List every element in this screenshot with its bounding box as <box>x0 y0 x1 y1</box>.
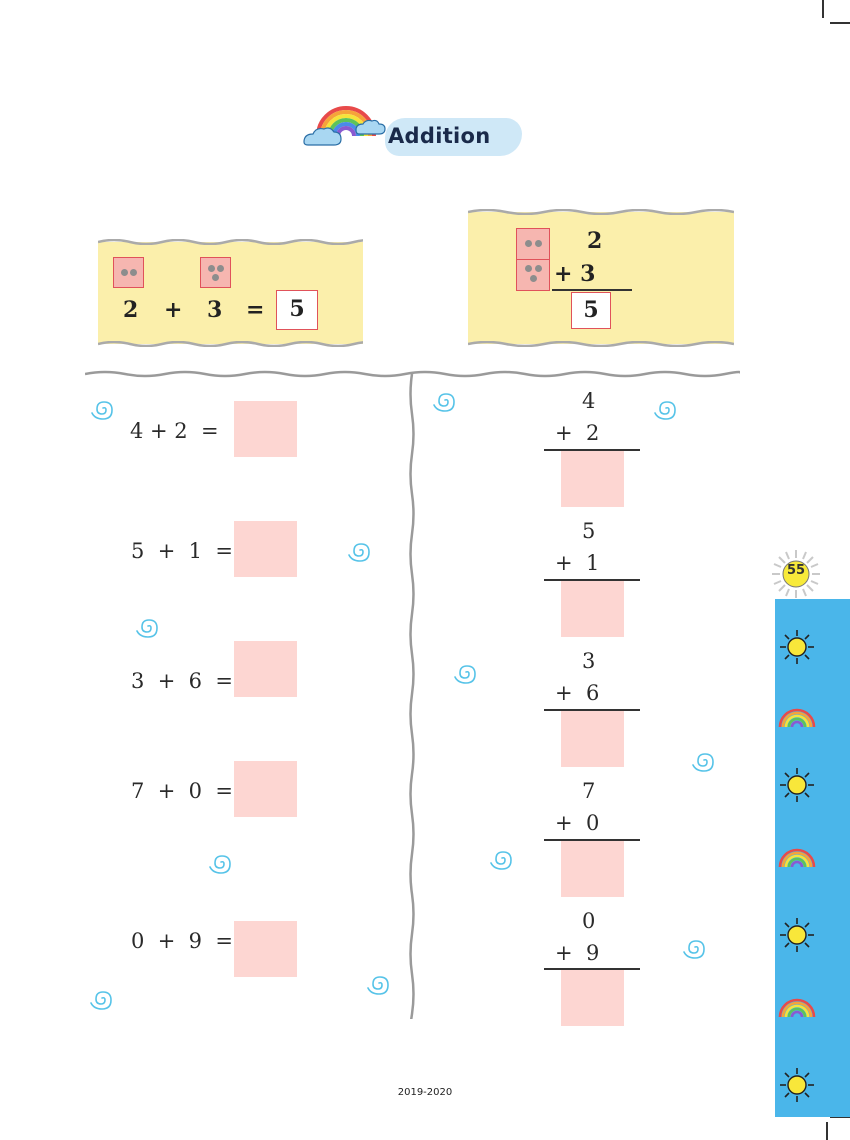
example-answer-box: 5 <box>276 290 318 330</box>
answer-box[interactable] <box>561 970 624 1026</box>
swirl-icon <box>206 847 236 877</box>
answer-box[interactable] <box>234 401 297 457</box>
wavy-border <box>98 341 363 347</box>
equation-text: 4 + 2 = <box>130 419 219 443</box>
sun-icon <box>777 627 817 671</box>
swirl-icon <box>651 393 681 423</box>
three-dots-card <box>200 257 231 288</box>
rainbow-icon <box>777 843 817 873</box>
footer-year: 2019-2020 <box>397 1087 453 1098</box>
answer-box[interactable] <box>561 841 624 897</box>
answer-box[interactable] <box>234 761 297 817</box>
answer-box[interactable] <box>234 641 297 697</box>
sun-icon <box>777 1065 817 1109</box>
crop-mark <box>822 0 824 18</box>
rainbow-icon <box>777 703 817 733</box>
example-addend-a: 2 <box>123 297 139 323</box>
equation-text: 7 + 0 = <box>131 779 233 803</box>
rainbow-cloud-icon <box>300 96 395 156</box>
swirl-icon <box>133 611 163 641</box>
vertical-bottom-number: + 9 <box>555 941 600 965</box>
vertical-top-number: 7 <box>582 779 596 803</box>
example-sum-line <box>552 289 632 291</box>
sun-icon <box>777 765 817 809</box>
vertical-bottom-number: + 0 <box>555 811 600 835</box>
vertical-bottom-number: + 6 <box>555 681 600 705</box>
vertical-bottom-number: + 1 <box>555 551 600 575</box>
example-vertical-top: 2 <box>587 228 603 254</box>
example-vertical-bottom: + 3 <box>554 261 596 287</box>
answer-box[interactable] <box>234 921 297 977</box>
two-dots-card <box>113 257 144 288</box>
swirl-icon <box>430 385 460 415</box>
answer-box[interactable] <box>561 711 624 767</box>
vertical-divider <box>408 374 416 1019</box>
three-dots-card <box>516 259 550 291</box>
swirl-icon <box>88 393 118 423</box>
swirl-icon <box>345 535 375 565</box>
example-vertical-box <box>468 212 734 344</box>
rainbow-icon <box>777 993 817 1023</box>
example-horizontal-box <box>98 242 363 344</box>
sun-icon <box>777 915 817 959</box>
example-equals-sign: = <box>246 297 265 323</box>
answer-box[interactable] <box>234 521 297 577</box>
example-plus-sign: + <box>164 297 183 323</box>
page-number: 55 <box>786 563 806 578</box>
answer-box[interactable] <box>561 581 624 637</box>
vertical-bottom-number: + 2 <box>555 421 600 445</box>
swirl-icon <box>487 843 517 873</box>
equation-text: 5 + 1 = <box>131 539 233 563</box>
answer-box[interactable] <box>561 451 624 507</box>
equation-text: 0 + 9 = <box>131 929 233 953</box>
vertical-top-number: 4 <box>582 389 596 413</box>
page-title: Addition <box>388 124 491 148</box>
swirl-icon <box>451 657 481 687</box>
example-vertical-answer-box: 5 <box>571 292 611 329</box>
wavy-border <box>468 209 734 215</box>
crop-mark <box>830 22 850 24</box>
wavy-border <box>98 239 363 245</box>
equation-text: 3 + 6 = <box>131 669 233 693</box>
swirl-icon <box>364 968 394 998</box>
vertical-top-number: 0 <box>582 909 596 933</box>
vertical-top-number: 3 <box>582 649 596 673</box>
swirl-icon <box>689 745 719 775</box>
swirl-icon <box>87 983 117 1013</box>
two-dots-card <box>516 228 550 260</box>
crop-mark <box>826 1122 828 1140</box>
wavy-border <box>468 341 734 347</box>
swirl-icon <box>680 932 710 962</box>
example-addend-b: 3 <box>207 297 223 323</box>
vertical-top-number: 5 <box>582 519 596 543</box>
